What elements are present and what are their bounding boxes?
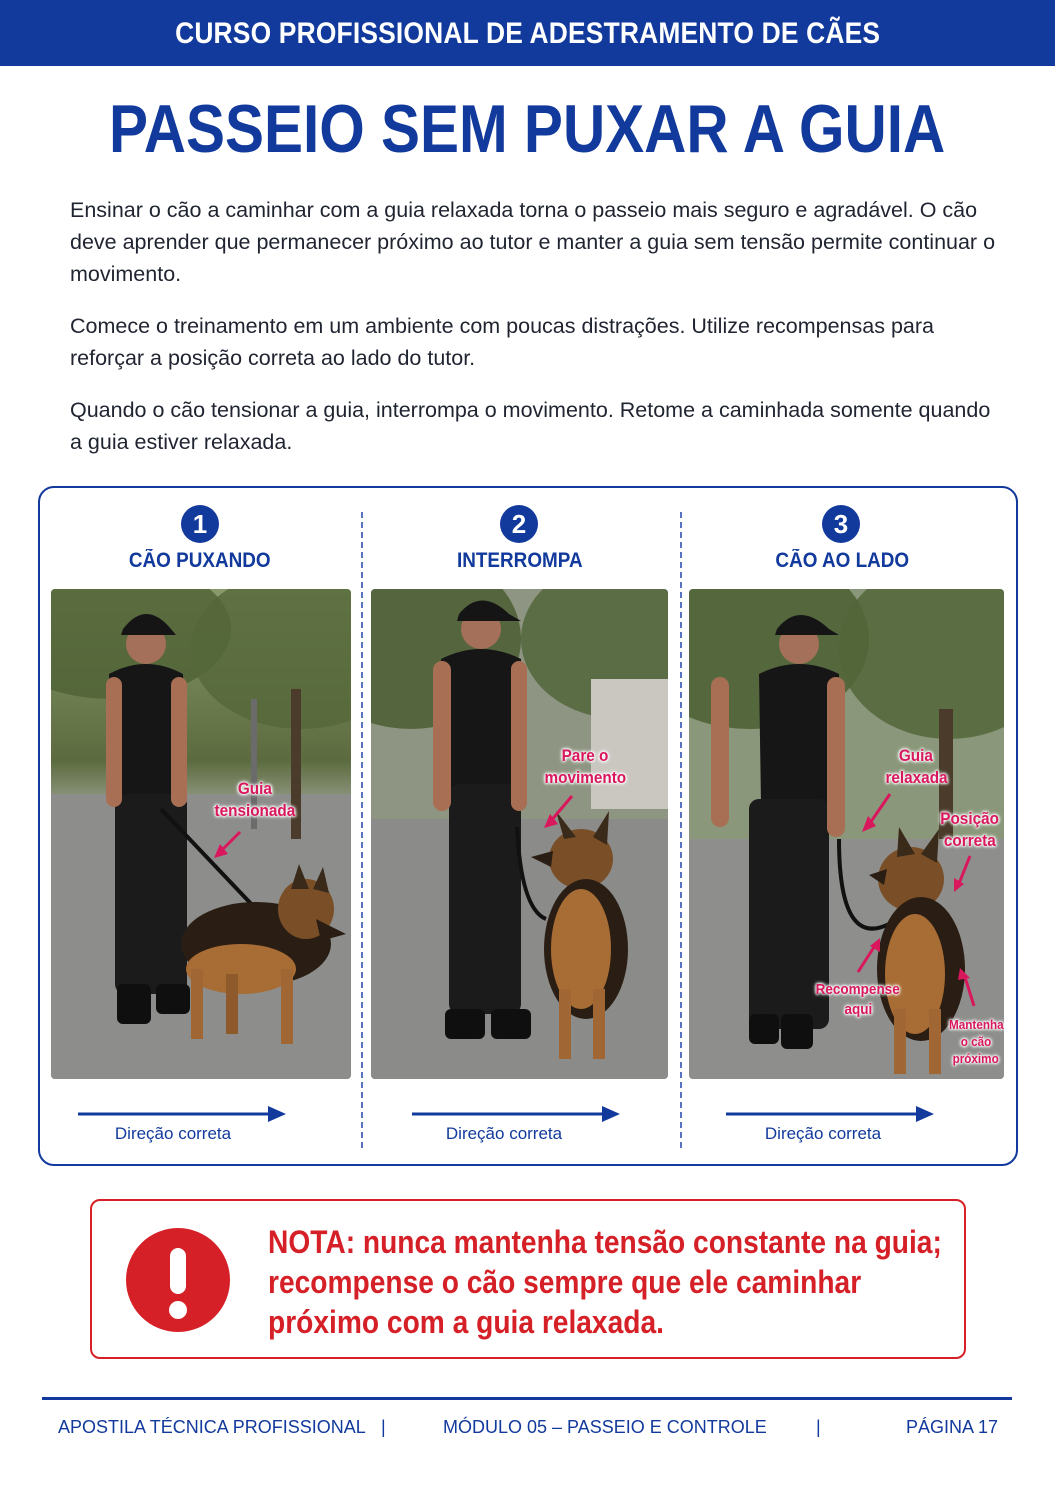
step-divider xyxy=(680,512,682,1148)
callout-recompense-aqui: Recompense aqui xyxy=(815,981,901,1018)
callout-mantenha-o-cao-proximo: Mantenha o cão próximo xyxy=(948,1017,1004,1066)
direction-arrow xyxy=(412,1104,622,1124)
course-title: CURSO PROFISSIONAL DE ADESTRAMENTO DE CÃES xyxy=(174,17,881,50)
step-3-title: CÃO AO LADO xyxy=(775,549,909,572)
callout-arrow xyxy=(540,792,580,832)
footer-separator: | xyxy=(816,1417,821,1437)
step-2-photo xyxy=(371,589,668,1079)
callout-arrow xyxy=(852,936,886,976)
direction-label: Direção correta xyxy=(114,1124,232,1143)
callout-arrow xyxy=(210,826,250,862)
exclamation-icon xyxy=(126,1228,230,1332)
note-text: NOTA: nunca mantenha tensão constante na guia; recompense o cão sempre que ele caminhar próximo com a guia relaxada. xyxy=(268,1224,942,1340)
step-divider xyxy=(361,512,363,1148)
callout-guia-tensionada: Guia tensionada xyxy=(214,779,296,820)
step-3-number: 3 xyxy=(822,505,860,543)
intro-paragraph: Quando o cão tensionar a guia, interrompa o movimento. Retome a caminhada somente quando a guia estiver relaxada. xyxy=(70,398,991,454)
intro-paragraph: Comece o treinamento em um ambiente com poucas distrações. Utilize recompensas para reforçar a posição correta ao lado do tutor. xyxy=(70,314,934,370)
callout-arrow xyxy=(858,790,898,836)
footer-separator: | xyxy=(381,1417,386,1437)
step-2-title: INTERROMPA xyxy=(457,549,583,572)
intro-text xyxy=(70,194,1000,478)
direction-arrow xyxy=(726,1104,936,1124)
step-1-number: 1 xyxy=(181,505,219,543)
callout-posicao-correta: Posição correta xyxy=(940,809,1000,850)
footer-left: APOSTILA TÉCNICA PROFISSIONAL xyxy=(58,1417,366,1437)
callout-arrow xyxy=(948,852,980,894)
course-header-bar xyxy=(0,0,1055,66)
note-label: NOTA: xyxy=(268,1224,356,1260)
footer-center: MÓDULO 05 – PASSEIO E CONTROLE xyxy=(443,1417,767,1437)
direction-label: Direção correta xyxy=(445,1124,563,1143)
page-title-text: PASSEIO SEM PUXAR A GUIA xyxy=(109,91,946,167)
direction-label: Direção correta xyxy=(764,1124,882,1143)
intro-paragraph: Ensinar o cão a caminhar com a guia relaxada torna o passeio mais seguro e agradável. O cão deve aprender que permanecer próximo ao tutor e manter a guia sem tensão permite continuar o movimento. xyxy=(70,198,996,286)
callout-pare-o-movimento: Pare o movimento xyxy=(544,746,626,787)
footer-page-number: PÁGINA 17 xyxy=(906,1417,999,1437)
callout-guia-relaxada: Guia relaxada xyxy=(884,746,948,787)
direction-arrow xyxy=(78,1104,288,1124)
footer-rule xyxy=(42,1397,1012,1400)
step-1-title: CÃO PUXANDO xyxy=(129,549,271,572)
step-2-number: 2 xyxy=(500,505,538,543)
callout-arrow xyxy=(954,966,982,1010)
step-1-photo xyxy=(51,589,351,1079)
page-title xyxy=(0,86,1055,172)
